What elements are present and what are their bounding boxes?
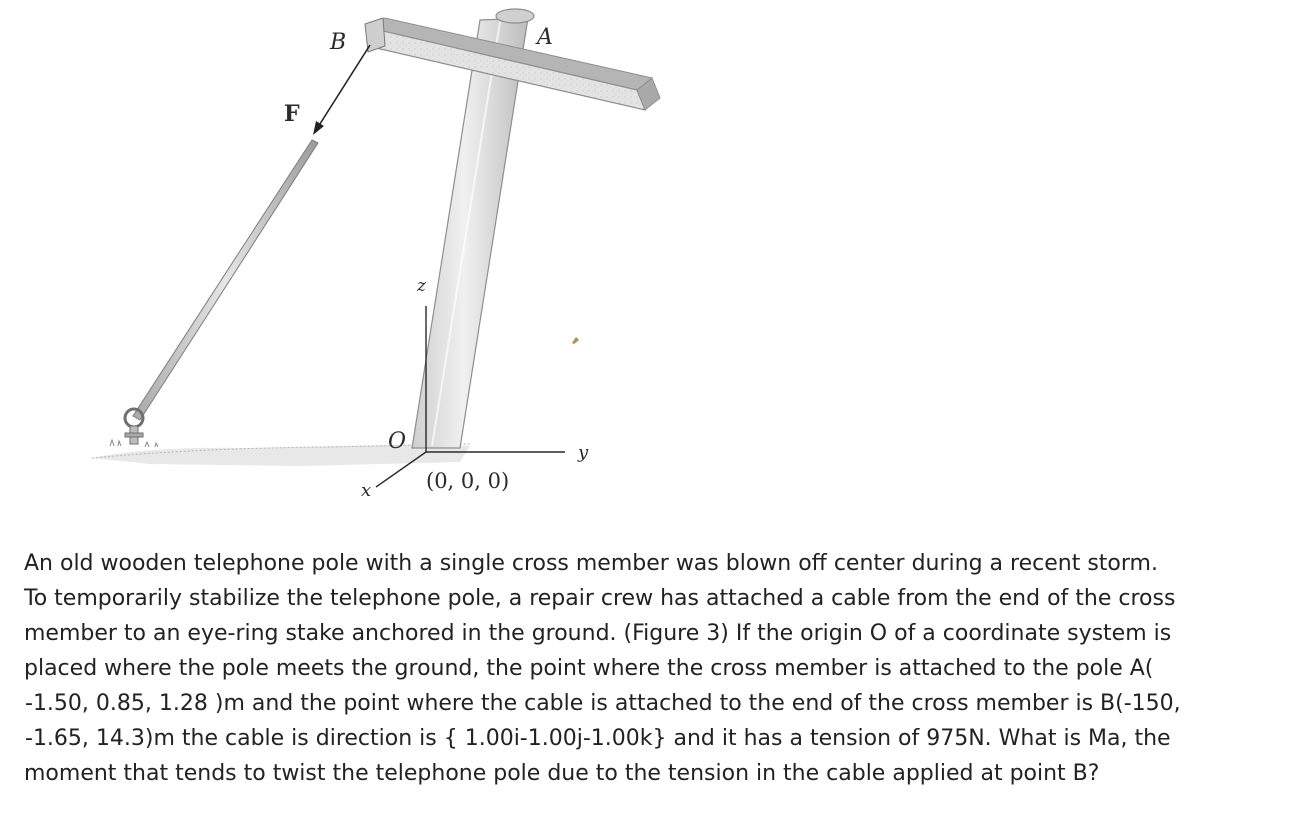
point-a-label: A: [537, 25, 553, 50]
force-label: F: [284, 101, 300, 127]
origin-label: O: [388, 429, 407, 454]
z-axis-label: z: [417, 276, 426, 296]
stray-mark: [572, 337, 579, 344]
x-axis-label: x: [361, 480, 372, 501]
problem-line: placed where the pole meets the ground, the point where the cross member is attached to the pole A(: [24, 656, 1154, 681]
y-axis-label: y: [578, 442, 589, 463]
problem-line: member to an eye-ring stake anchored in the ground. (Figure 3) If the origin O of a coordinate system is: [24, 621, 1172, 646]
point-b-label: B: [330, 30, 347, 55]
problem-line: To temporarily stabilize the telephone pole, a repair crew has attached a cable from the end of the cross: [24, 586, 1176, 611]
problem-statement: [24, 546, 1299, 791]
cable: [133, 140, 318, 420]
problem-line: -1.65, 14.3)m the cable is direction is { 1.00i-1.00j-1.00k} and it has a tension of 975N. What is Ma, the: [25, 726, 1171, 751]
origin-coordinates-label: (0, 0, 0): [426, 469, 510, 493]
problem-line: -1.50, 0.85, 1.28 )m and the point where the cable is attached to the end of the cross member is B(-150,: [25, 691, 1181, 716]
force-arrow: [313, 45, 370, 135]
problem-line: An old wooden telephone pole with a single cross member was blown off center during a recent storm.: [24, 551, 1158, 576]
problem-line: moment that tends to twist the telephone pole due to the tension in the cable applied at point B?: [24, 761, 1100, 786]
